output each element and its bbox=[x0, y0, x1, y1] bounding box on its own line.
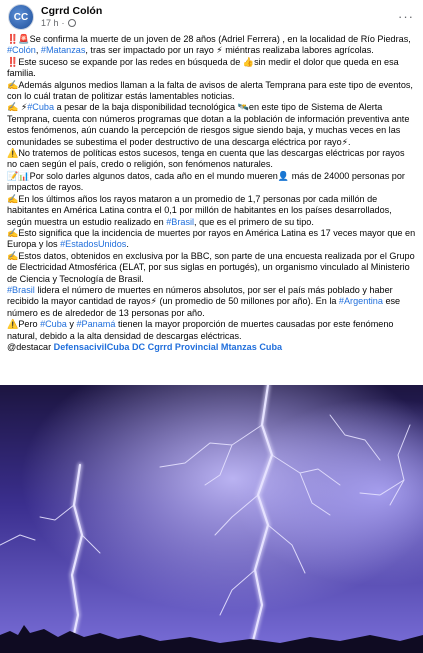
paragraph-8: ✍️Esto significa que la incidencia de muertes por rayos en América Latina es 17 veces mayor que en Europa y los #EstadosUnidos. bbox=[7, 227, 416, 250]
paragraph-4: ✍️ ⚡#Cuba a pesar de la baja disponibilidad tecnológica 🛰️en este tipo de Sistema de Alerta Temprana, cuenta con números programas que dotan a la población de información preventiva ante estos fenómenos, aún cuando la percepción de riesgos sigue siendo baja, y muchas veces en las comunidades se subestima el poder destructivo de una descarga eléctrica por rayo⚡. bbox=[7, 102, 410, 147]
post-photo[interactable] bbox=[0, 385, 423, 653]
paragraph-1: ‼️🚨Se confirma la muerte de un joven de 28 años (Adriel Ferrera) , en la localidad de Río Piedras, #Colón, #Matanzas, tras ser impactado por un rayo ⚡ miéntras realizaba labores agrícolas. bbox=[7, 34, 411, 56]
post-text bbox=[0, 34, 423, 353]
paragraph-3: ✍️Además algunos medios llaman a la falta de avisos de alerta Temprana para este tipo de eventos, con lo cuál tratan de politizar estás lamentables noticias. bbox=[7, 79, 413, 102]
hashtag-link[interactable]: #Matanzas bbox=[40, 45, 86, 56]
hashtag-link[interactable]: #EstadosUnidos bbox=[60, 239, 127, 250]
avatar-initials: CC bbox=[13, 11, 29, 23]
paragraph-9: ✍️Estos datos, obtenidos en exclusiva por la BBC, son parte de una encuesta realizada por el Grupo de Electricidad Atmosférica (ELAT, por sus siglas en portugés), un organismo vinculado al Ministerio de Ciencia y Tecnología de Brasil. bbox=[7, 250, 415, 284]
paragraph-11: ⚠️Pero #Cuba y #Panamá tienen la mayor proporción de muertes causadas por este fenómeno natural, debido a la alta densidad de descargas eléctricas. bbox=[7, 319, 394, 341]
mention-link[interactable]: DC Cgrrd Provincial Mtanzas Cuba bbox=[131, 341, 283, 352]
globe-icon bbox=[68, 19, 76, 27]
more-options-button[interactable]: ··· bbox=[398, 9, 414, 24]
hashtag-link[interactable]: #Cuba bbox=[40, 319, 67, 330]
paragraph-5: ⚠️No tratemos de políticas estos sucesos, tenga en cuenta que las descargas eléctricas por rayos no caen según el país, credo o religión, son fenómenos naturales. bbox=[7, 148, 405, 170]
dot-separator: · bbox=[61, 18, 65, 28]
mentions-line: @destacar DefensacivilCuba DC Cgrrd Provincial Mtanzas Cuba bbox=[7, 341, 283, 352]
paragraph-2: ‼️Este suceso se expande por las redes en búsqueda de 👍sin medir el dolor que queda en esa familia. bbox=[7, 56, 399, 79]
hashtag-link[interactable]: #Brasil bbox=[7, 284, 35, 295]
post-header bbox=[0, 0, 423, 34]
hashtag-link[interactable]: #Brasil bbox=[166, 216, 195, 227]
page-name-link[interactable]: Cgrrd Colón bbox=[41, 5, 103, 17]
post-meta bbox=[41, 17, 102, 29]
hashtag-link[interactable]: #Panamá bbox=[76, 319, 116, 330]
paragraph-7: ✍️En los últimos años los rayos mataron a un promedio de 1,7 personas por cada millón de habitantes en América Latina contra el 0,1 por millón de habitantes en los países desarrollados, según muestra un estudio realizado en #Brasil, que es el primero de su tipo. bbox=[7, 193, 392, 227]
paragraph-10: #Brasil lidera el número de muertes en números absolutos, por ser el país más poblado y haber recibido la mayor cantidad de rayos⚡ (un promedio de 50 millones por año). En la #Argentina ese número es de alrededor de 13 personas por año. bbox=[7, 284, 401, 318]
mention-link[interactable]: DefensacivilCuba bbox=[53, 341, 130, 352]
paragraph-6: 📝📊Por solo darles algunos datos, cada año en el mundo mueren👤 más de 24000 personas por impactos de rayos. bbox=[7, 170, 405, 193]
hashtag-link[interactable]: #Colón bbox=[7, 45, 36, 56]
page-avatar[interactable] bbox=[8, 4, 34, 30]
post-time[interactable]: 17 h bbox=[41, 18, 59, 28]
post-header-text bbox=[41, 5, 102, 29]
hashtag-link[interactable]: #Cuba bbox=[27, 102, 55, 113]
hashtag-link[interactable]: #Argentina bbox=[338, 296, 383, 307]
lightning-photo-icon bbox=[0, 385, 423, 653]
